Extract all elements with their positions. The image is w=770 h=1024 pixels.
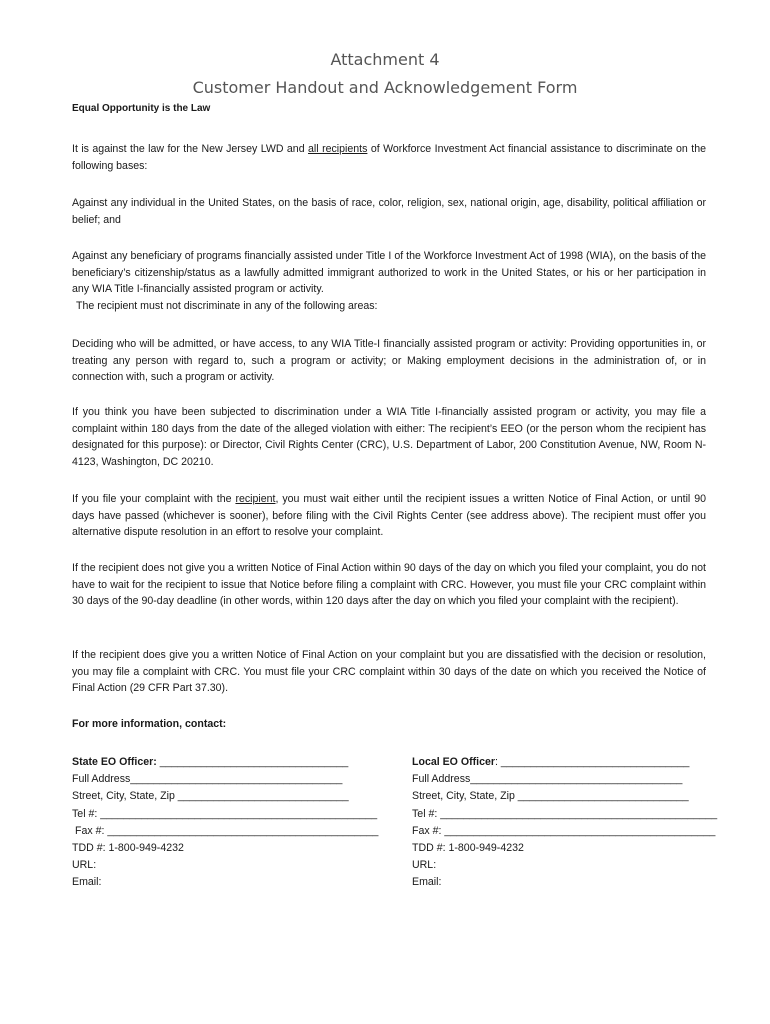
paragraph-no-notice: If the recipient does not give you a written Notice of Final Action within 90 days of the day on which you filed your complaint, you do not have to wait for the recipient to issue that Notice before filing a complaint with CRC. However, you must file your CRC complaint within 30 days of the 90-day deadline (in other words, within 120 days after the day on which you filed your complaint with the recipient).: [72, 562, 706, 607]
paragraph-areas: Deciding who will be admitted, or have access, to any WIA Title-I financially assisted program or activity: Providing opportunities in, or treating any person with regard to, such a program or activity; or Making employment decisions in the administration of, or in connection with, such a program or activity.: [72, 338, 706, 383]
local-street-field: Street, City, State, Zip _____________________________: [412, 790, 689, 803]
form-title: Customer Handout and Acknowledgement Form: [192, 78, 578, 97]
state-officer-field: State EO Officer: ________________________________: [72, 756, 349, 768]
local-url-field: URL:: [412, 859, 437, 872]
state-address-field: Full Address____________________________________: [72, 773, 343, 786]
underlined-all-recipients: all recipients: [308, 143, 368, 155]
paragraph-beneficiary-basis: Against any beneficiary of programs financially assisted under Title I of the Workforce Investment Act of 1998 (WIA), on the basis of the beneficiary’s citizenship/status as a lawfully admitted immigrant authorized to work in the United States, or his or her participation in any WIA Title I-financially assisted program or activity.: [72, 250, 706, 295]
local-fax-field: Fax #: ______________________________________________: [412, 824, 716, 837]
paragraph-dissatisfied: If the recipient does give you a written Notice of Final Action on your complaint but you are dissatisfied with the decision or resolution, you may file a complaint with CRC. You must file your CRC complaint within 30 days of the date on which you received the Notice of Final Action (29 CFR Part 37.30).: [72, 649, 706, 694]
paragraph-recipient-complaint: If you file your complaint with the recipient, you must wait either until the recipient issues a written Notice of Final Action, or until 90 days have passed (whichever is sooner), before filing with the Civil Rights Center (see address above). The recipient must offer you alternative dispute resolution in an effort to resolve your complaint.: [72, 493, 706, 538]
state-fax-field: Fax #: ______________________________________________: [75, 824, 379, 837]
state-eo-officer-block: [72, 754, 379, 892]
paragraph-areas-intro: The recipient must not discriminate in any of the following areas:: [76, 300, 378, 312]
state-tel-field: Tel #: _______________________________________________: [72, 807, 378, 820]
local-tel-field: Tel #: _______________________________________________: [412, 807, 718, 820]
state-email-field: Email:: [72, 876, 102, 889]
local-address-field: Full Address____________________________________: [412, 773, 683, 786]
underlined-recipient: recipient: [235, 493, 276, 505]
local-eo-officer-block: [412, 754, 718, 892]
paragraph-file-complaint: If you think you have been subjected to discrimination under a WIA Title I-financially assisted program or activity, you may file a complaint within 180 days from the date of the alleged violation with either: The recipient’s EEO (or the person whom the recipient has designated for this purpose): or Director, Civil Rights Center (CRC), U.S. Department of Labor, 200 Constitution Avenue, NW, Room N-4123, Washington, DC 20210.: [72, 406, 706, 468]
attachment-title: Attachment 4: [330, 50, 440, 69]
state-tdd-field: TDD #: 1-800-949-4232: [72, 842, 184, 855]
contact-heading: For more information, contact:: [72, 718, 227, 730]
state-url-field: URL:: [72, 859, 97, 872]
paragraph-individual-basis: Against any individual in the United States, on the basis of race, color, religion, sex, national origin, age, disability, political affiliation or belief; and: [72, 197, 706, 226]
state-street-field: Street, City, State, Zip _____________________________: [72, 790, 349, 803]
local-email-field: Email:: [412, 876, 442, 889]
local-officer-field: Local EO Officer: ________________________________: [412, 756, 690, 768]
section-heading: Equal Opportunity is the Law: [72, 103, 211, 114]
local-tdd-field: TDD #: 1-800-949-4232: [412, 842, 524, 855]
paragraph-intro: It is against the law for the New Jersey LWD and all recipients of Workforce Investment Act financial assistance to discriminate on the following bases:: [72, 143, 706, 172]
